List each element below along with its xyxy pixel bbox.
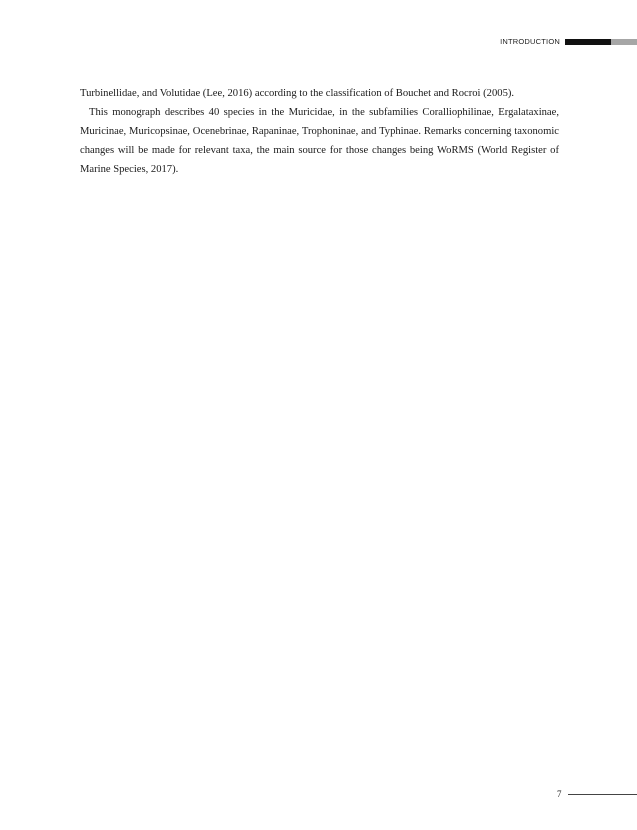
section-label: INTRODUCTION (500, 37, 560, 46)
page-number: 7 (557, 789, 562, 799)
paragraph-continuation: Turbinellidae, and Volutidae (Lee, 2016) according to the classification of Bouchet and Rocroi (2005). (80, 88, 515, 99)
header-bar-dark (565, 39, 611, 45)
page-footer (557, 788, 637, 800)
header-bar-light (611, 39, 637, 45)
body-text (80, 84, 559, 179)
paragraph-monograph-scope: This monograph describes 40 species in the Muricidae, in the subfamilies Coralliophilinae, Ergalataxinae, Muricinae, Muricopsinae, Ocenebrinae, Rapaninae, Trophoninae, and Typhinae. Remarks concerning taxonomic changes will be made for relevant taxa, the main source for those changes being WoRMS (World Register of Marine Species, 2017). (80, 107, 559, 175)
running-header (500, 37, 637, 47)
footer-rule (568, 794, 637, 795)
